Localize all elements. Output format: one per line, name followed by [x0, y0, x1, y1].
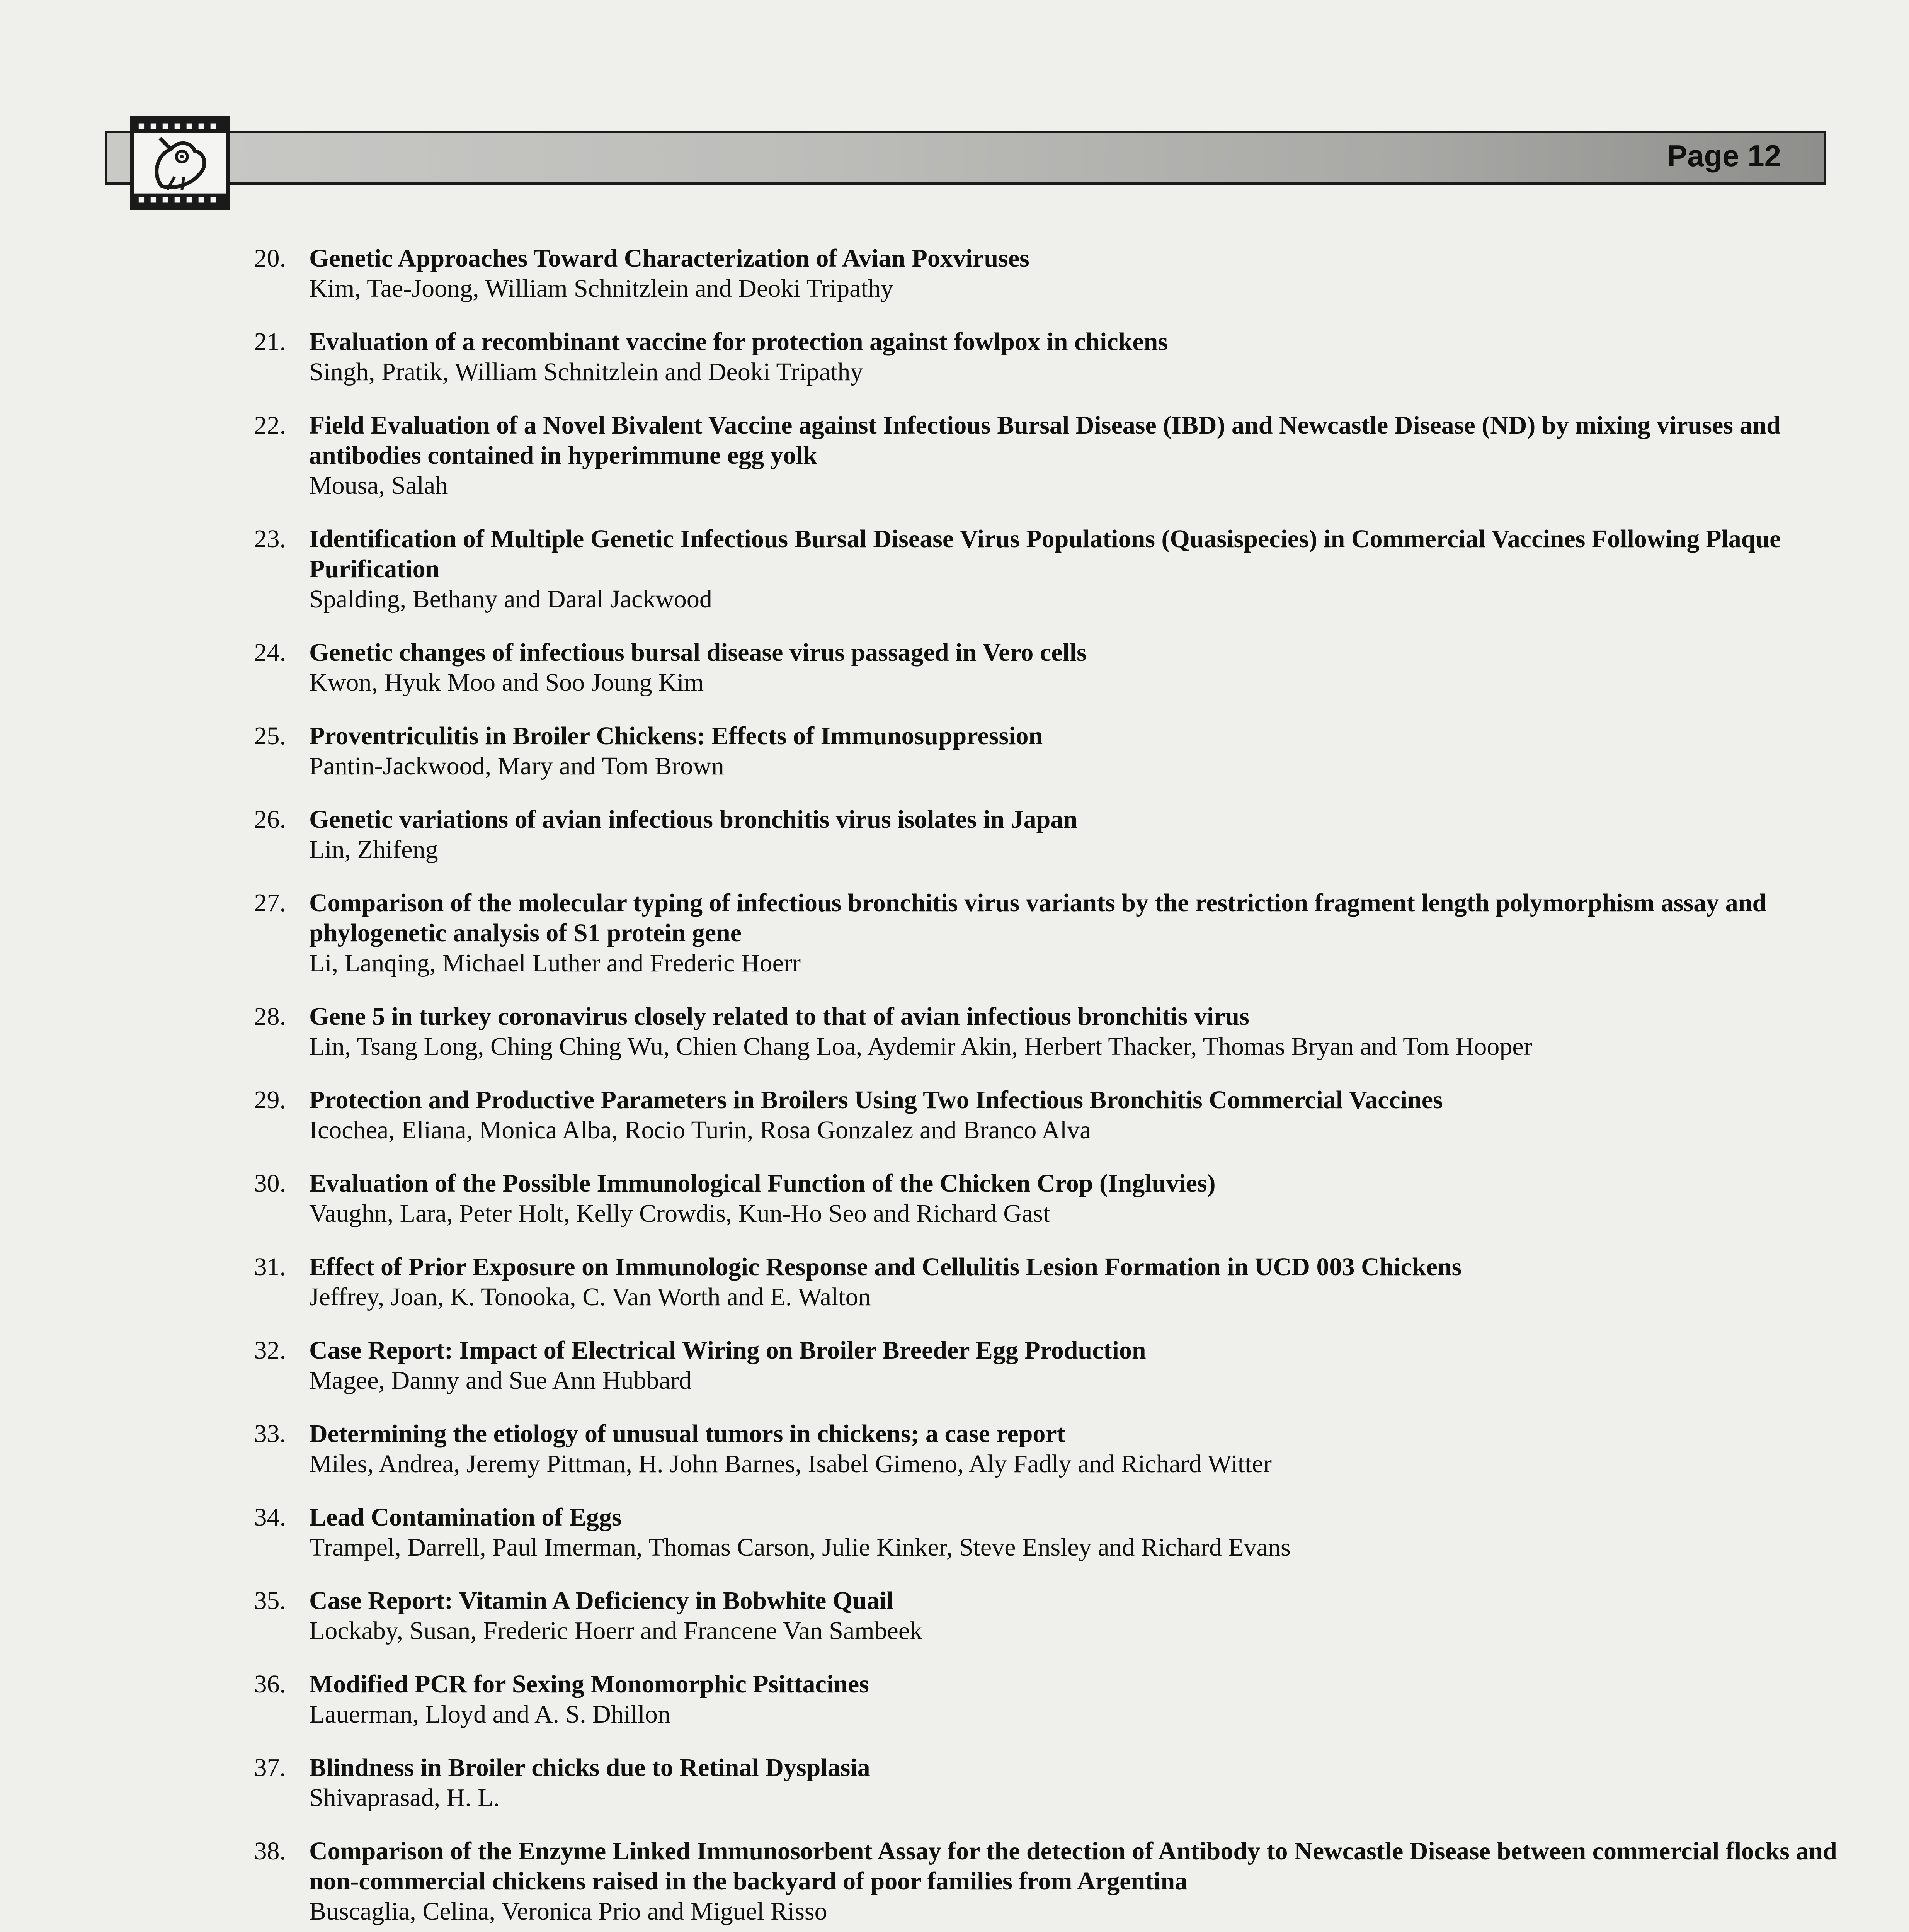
bird-film-icon — [134, 120, 226, 206]
entry-body — [309, 1252, 1839, 1312]
program-entry — [216, 524, 1839, 614]
entry-title: Case Report: Vitamin A Deficiency in Bobwhite Quail — [309, 1587, 894, 1615]
entry-authors: Spalding, Bethany and Daral Jackwood — [309, 585, 712, 613]
entry-number: 24. — [254, 638, 286, 667]
program-entry — [216, 1753, 1839, 1813]
entry-number: 33. — [254, 1420, 286, 1448]
program-entry — [216, 1335, 1839, 1396]
entry-number: 22. — [254, 411, 286, 439]
entry-body — [309, 327, 1839, 387]
entry-title: Evaluation of a recombinant vaccine for protection against fowlpox in chickens — [309, 328, 1168, 356]
program-entry — [216, 1252, 1839, 1312]
program-entry — [216, 1502, 1839, 1563]
program-entry — [216, 410, 1839, 501]
program-entry — [216, 721, 1839, 781]
entry-title: Case Report: Impact of Electrical Wiring on Broiler Breeder Egg Production — [309, 1336, 1146, 1364]
entry-title: Protection and Productive Parameters in Broilers Using Two Infectious Bronchitis Commercial Vaccines — [309, 1086, 1443, 1114]
program-entry — [216, 888, 1839, 978]
entry-body — [309, 524, 1839, 614]
entry-body — [309, 804, 1839, 865]
entry-title: Genetic Approaches Toward Characterization of Avian Poxviruses — [309, 244, 1029, 272]
entry-number: 25. — [254, 722, 286, 750]
entry-authors: Trampel, Darrell, Paul Imerman, Thomas Carson, Julie Kinker, Steve Ensley and Richard Evans — [309, 1533, 1291, 1561]
entry-authors: Shivaprasad, H. L. — [309, 1784, 500, 1812]
entry-title: Effect of Prior Exposure on Immunologic Response and Cellulitis Lesion Formation in UCD 003 Chickens — [309, 1253, 1462, 1281]
entry-number: 30. — [254, 1169, 286, 1197]
entry-body — [309, 1002, 1839, 1062]
entry-number: 21. — [254, 328, 286, 356]
entry-authors: Miles, Andrea, Jeremy Pittman, H. John Barnes, Isabel Gimeno, Aly Fadly and Richard Witter — [309, 1450, 1272, 1478]
entry-body — [309, 1419, 1839, 1479]
program-entry — [216, 1168, 1839, 1229]
entry-body — [309, 1168, 1839, 1229]
poster-program-list — [216, 243, 1839, 1932]
program-entry — [216, 638, 1839, 698]
entry-number: 29. — [254, 1086, 286, 1114]
entry-body — [309, 888, 1839, 978]
header-bar — [105, 131, 1826, 185]
entry-title: Proventriculitis in Broiler Chickens: Effects of Immunosuppression — [309, 722, 1043, 750]
entry-body — [309, 1085, 1839, 1145]
entry-body — [309, 1669, 1839, 1730]
entry-authors: Lauerman, Lloyd and A. S. Dhillon — [309, 1700, 670, 1728]
entry-number: 31. — [254, 1253, 286, 1281]
film-strip-logo — [130, 116, 230, 210]
entry-body — [309, 1753, 1839, 1813]
entry-body — [309, 243, 1839, 304]
entry-body — [309, 1502, 1839, 1563]
entry-number: 37. — [254, 1753, 286, 1782]
program-entry — [216, 1419, 1839, 1479]
entry-authors: Pantin-Jackwood, Mary and Tom Brown — [309, 752, 724, 780]
program-entry — [216, 1669, 1839, 1730]
entry-number: 32. — [254, 1336, 286, 1364]
entry-number: 38. — [254, 1837, 286, 1865]
program-entry — [216, 243, 1839, 304]
entry-title: Comparison of the Enzyme Linked Immunosorbent Assay for the detection of Antibody to Newcastle Disease between commercial flocks and non-commercial chickens raised in the backyard of poor families from Argentina — [309, 1837, 1837, 1895]
entry-title: Blindness in Broiler chicks due to Retinal Dysplasia — [309, 1753, 870, 1782]
entry-title: Modified PCR for Sexing Monomorphic Psittacines — [309, 1670, 869, 1698]
entry-body — [309, 410, 1839, 501]
entry-authors: Jeffrey, Joan, K. Tonooka, C. Van Worth and E. Walton — [309, 1283, 871, 1311]
entry-title: Field Evaluation of a Novel Bivalent Vaccine against Infectious Bursal Disease (IBD) and Newcastle Disease (ND) by mixing viruses and antibodies contained in hyperimmune egg yolk — [309, 411, 1781, 469]
entry-authors: Icochea, Eliana, Monica Alba, Rocio Turin, Rosa Gonzalez and Branco Alva — [309, 1116, 1091, 1144]
entry-body — [309, 721, 1839, 781]
entry-title: Determining the etiology of unusual tumors in chickens; a case report — [309, 1420, 1065, 1448]
entry-authors: Singh, Pratik, William Schnitzlein and Deoki Tripathy — [309, 358, 863, 386]
entry-authors: Kim, Tae-Joong, William Schnitzlein and Deoki Tripathy — [309, 274, 893, 303]
entry-authors: Lin, Zhifeng — [309, 835, 438, 864]
entry-authors: Li, Lanqing, Michael Luther and Frederic Hoerr — [309, 949, 801, 977]
entry-number: 27. — [254, 889, 286, 917]
entry-authors: Magee, Danny and Sue Ann Hubbard — [309, 1366, 692, 1395]
entry-authors: Lin, Tsang Long, Ching Ching Wu, Chien Chang Loa, Aydemir Akin, Herbert Thacker, Thomas Bryan and Tom Hooper — [309, 1032, 1532, 1061]
entry-number: 35. — [254, 1587, 286, 1615]
entry-authors: Vaughn, Lara, Peter Holt, Kelly Crowdis, Kun-Ho Seo and Richard Gast — [309, 1199, 1050, 1228]
entry-body — [309, 1586, 1839, 1646]
entry-title: Identification of Multiple Genetic Infectious Bursal Disease Virus Populations (Quasispecies) in Commercial Vaccines Following Plaque Purification — [309, 525, 1781, 583]
entry-authors: Lockaby, Susan, Frederic Hoerr and Francene Van Sambeek — [309, 1617, 923, 1645]
entry-title: Lead Contamination of Eggs — [309, 1503, 622, 1531]
entry-number: 26. — [254, 805, 286, 833]
program-entry — [216, 1085, 1839, 1145]
program-entry — [216, 327, 1839, 387]
page-number: Page 12 — [1667, 139, 1781, 173]
entry-authors: Kwon, Hyuk Moo and Soo Joung Kim — [309, 668, 704, 697]
entry-number: 20. — [254, 244, 286, 272]
entry-authors: Buscaglia, Celina, Veronica Prio and Miguel Risso — [309, 1897, 827, 1925]
entry-authors: Mousa, Salah — [309, 471, 448, 500]
entry-title: Evaluation of the Possible Immunological Function of the Chicken Crop (Ingluvies) — [309, 1169, 1216, 1197]
entry-body — [309, 1836, 1839, 1927]
program-entry — [216, 1836, 1839, 1927]
entry-title: Comparison of the molecular typing of infectious bronchitis virus variants by the restriction fragment length polymorphism assay and phylogenetic analysis of S1 protein gene — [309, 889, 1767, 947]
entry-number: 23. — [254, 525, 286, 553]
entry-title: Genetic changes of infectious bursal disease virus passaged in Vero cells — [309, 638, 1087, 667]
entry-body — [309, 638, 1839, 698]
entry-body — [309, 1335, 1839, 1396]
program-entry — [216, 804, 1839, 865]
entry-number: 28. — [254, 1002, 286, 1031]
entry-number: 36. — [254, 1670, 286, 1698]
program-entry — [216, 1002, 1839, 1062]
entry-number: 34. — [254, 1503, 286, 1531]
entry-title: Gene 5 in turkey coronavirus closely related to that of avian infectious bronchitis virus — [309, 1002, 1249, 1031]
program-entry — [216, 1586, 1839, 1646]
entry-title: Genetic variations of avian infectious bronchitis virus isolates in Japan — [309, 805, 1078, 833]
